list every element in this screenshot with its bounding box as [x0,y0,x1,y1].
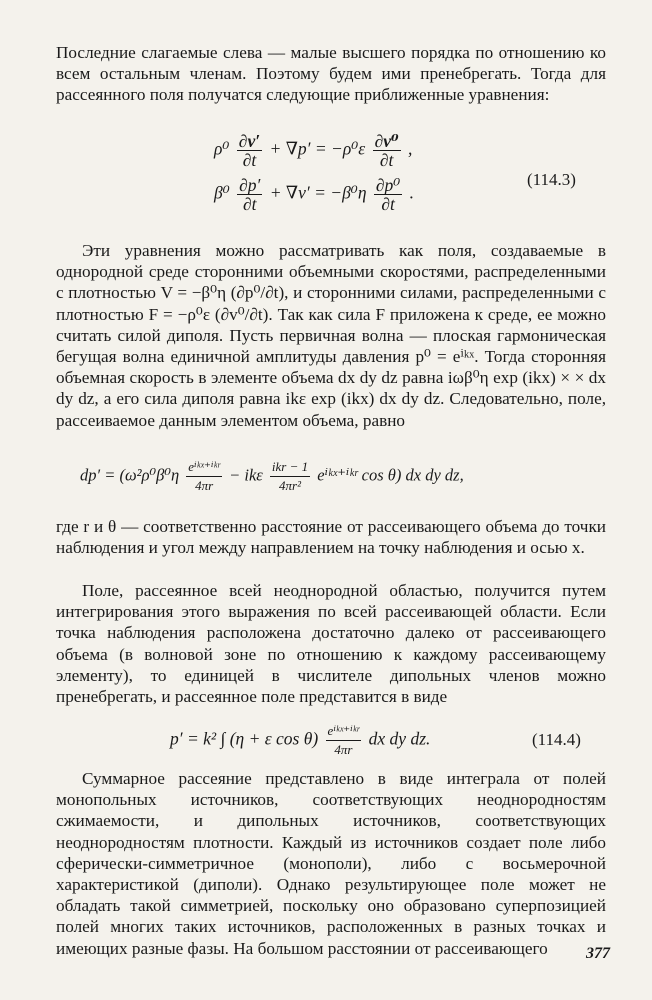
paragraph-intro: Последние слагаемые слева — малые высшего порядка по отношению ко всем остальным членам. Поэтому будем ими пренебрегать. Тогда для рассеянного поля получатся следующие приближенные уравнения: [56,43,606,105]
eq3-frac2-num: ikr − 1 [270,458,310,477]
eq3-frac1-num: eⁱᵏˣ⁺ⁱᵏʳ [186,458,222,477]
equation-number-114-3: (114.3) [527,170,576,189]
eq2-frac2-num: ∂p⁰ [375,175,401,195]
eq3-frac2-den: 4πr² [279,478,302,493]
eq2-frac1 [237,176,262,213]
equation-114-3-line1 [214,132,412,169]
equation-114-4 [170,722,430,759]
eq2-frac2 [374,176,402,213]
eq4-frac-den: 4πr [334,742,353,757]
paragraph-summary: Суммарное рассеяние представлено в виде интеграла от полей монопольных источников, соответствующих неоднородностям сжимаемости, и дипольных источников, соответствующих неоднородностям плотности. Каждый из источников создает поле либо сферически-симметричное (монополи), либо с восьмерочной характеристикой (диполи). Однако результирующее поле может не обладать такой симметрией, поскольку оно образовано суперпозицией полей многих таких источников, расположенных в разных точках и имеющих разные фазы. На большом расстоянии от рассеивающего [56,769,606,958]
eq1-frac2-den: ∂t [379,150,394,170]
eq3-frac1-den: 4πr [195,478,214,493]
eq2-coef: β⁰ [214,182,230,203]
eq2-frac1-den: ∂t [242,194,257,214]
eq1-mid: + ∇p′ = −ρ⁰ε [269,138,366,159]
paragraph-integration: Поле, рассеянное всей неоднородной областью, получится путем интегрирования этого выражения по всей рассеивающей области. Если точка наблюдения расположена достаточно далеко от рассеивающего объема (в волновой зоне по отношению к каждому рассеивающему элементу), то единицей в числителе дипольных членов можно пренебрегать, и рассеянное поле представится в виде [56,581,606,707]
eq4-tail: dx dy dz. [368,728,431,749]
eq1-frac2-num: ∂v⁰ [374,131,399,151]
equation-dp [80,458,464,495]
paragraph-definitions: где r и θ — соответственно расстояние от рассеивающего объема до точки наблюдения и угол между направлением на точку наблюдения и осью x. [56,517,606,558]
eq4-lhs: p′ = k² ∫ (η + ε cos θ) [170,728,319,749]
eq2-frac2-den: ∂t [381,194,395,214]
eq1-tail: , [408,138,413,159]
eq1-frac2 [373,132,401,169]
eq4-frac [326,722,362,759]
equation-114-3-line2 [214,176,414,213]
eq3-tail: eⁱᵏˣ⁺ⁱᵏʳ cos θ) dx dy dz, [317,465,464,485]
eq1-coef: ρ⁰ [214,138,230,159]
eq1-frac1-den: ∂t [242,150,257,170]
page-number: 377 [586,945,610,962]
eq2-tail: . [409,182,415,203]
eq3-lhs: dp′ = (ω²ρ⁰β⁰η [80,465,180,485]
eq2-mid: + ∇v′ = −β⁰η [269,182,367,203]
eq1-frac1-num: ∂v′ [238,131,261,151]
eq1-frac1 [237,132,262,169]
eq4-frac-num: eⁱᵏˣ⁺ⁱᵏʳ [326,722,362,741]
eq3-frac1 [186,458,222,495]
equation-number-114-4: (114.4) [532,730,581,749]
eq3-frac2 [270,458,310,495]
eq2-frac1-num: ∂p′ [239,175,261,195]
paragraph-sources: Эти уравнения можно рассматривать как поля, создаваемые в однородной среде сторонними объемными скоростями, распределенными с плотностью V = −β⁰η (∂p⁰/∂t), и сторонними силами, распределенными с плотностью F = −ρ⁰ε (∂v⁰/∂t). Так как сила F приложена к среде, ее можно считать силой диполя. Пусть первичная волна — плоская гармоническая бегущая волна единичной амплитуды давления p⁰ = eⁱᵏˣ. Тогда сторонняя объемная скорость в элементе объема dx dy dz равна iωβ⁰η exp (ikx) × × dx dy dz, а его сила диполя равна ikε exp (ikx) dx dy dz. Следовательно, поле, рассеиваемое данным элементом объема, равно [56,241,606,430]
eq3-mid: − ikε [229,465,263,485]
